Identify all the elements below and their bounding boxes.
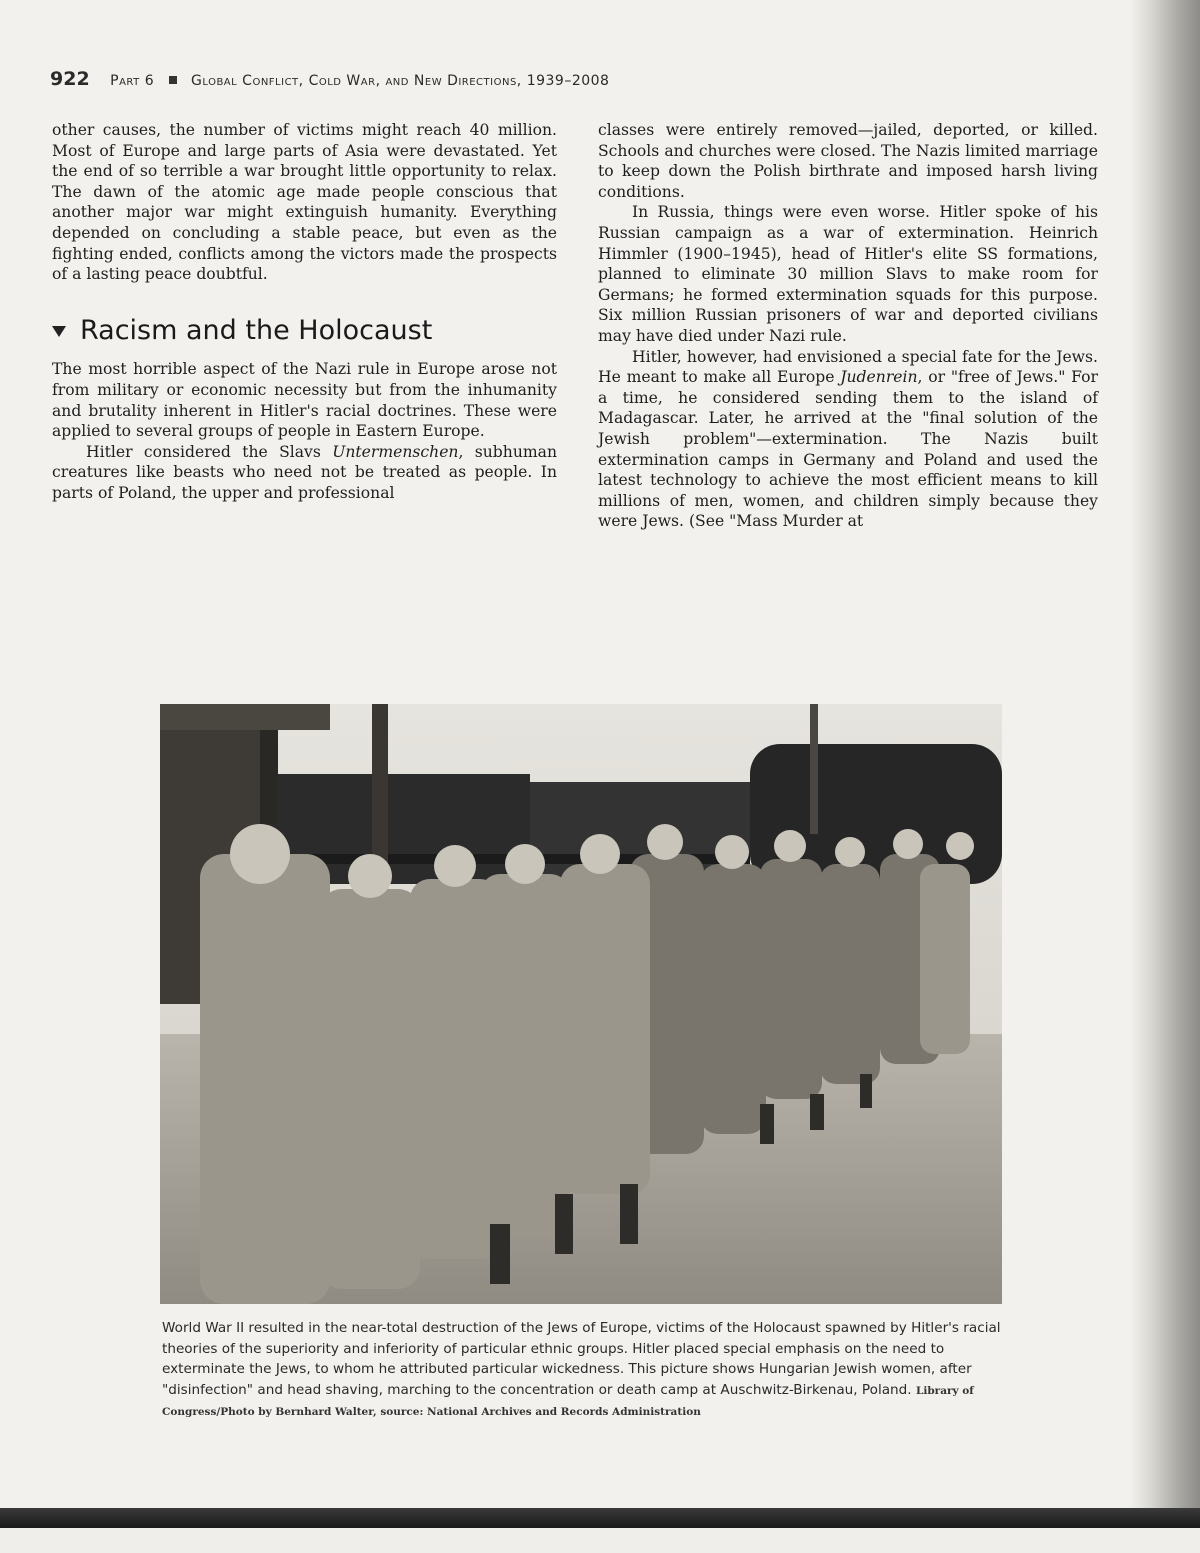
- text-run: , or "free of Jews." For a time, he considered sending them to the island of Madagascar. Later, he arrived at the "final solution of the Jewish problem"—extermination. The Nazis built extermination camps in Germany and Poland and used the latest technology to achieve the most efficient means to kill millions of men, women, and children simply because they were Jews. (See "Mass Murder at: [598, 368, 1098, 531]
- right-column: [598, 120, 1098, 532]
- text-run: , subhuman creatures like beasts who need not be treated as people. In parts of Poland, the upper and professional: [52, 442, 558, 502]
- left-column: [52, 120, 557, 504]
- paragraph: [52, 442, 557, 504]
- italic-term: Judenrein: [840, 368, 918, 387]
- caption-text: World War II resulted in the near-total destruction of the Jews of Europe, victims of the Holocaust spawned by Hitler's racial theories of the superiority and inferiority of particular ethnic groups. Hitler placed special emphasis on the need to exterminate the Jews, to whom he attributed particular wickedness. This picture shows Hungarian Jewish women, after "disinfection" and head shaving, marching to the concentration or death camp at Auschwitz-Birkenau, Poland.: [162, 1320, 1001, 1398]
- section-heading: [52, 314, 557, 346]
- paragraph: other causes, the number of victims might reach 40 million. Most of Europe and large parts of Asia were devastated. Yet the end of so terrible a war brought little opportunity to relax. The dawn of the atomic age made people conscious that another major war might extinguish humanity. Everything depended on concluding a stable peace, but even as the fighting ended, conflicts among the victors made the prospects of a lasting peace doubtful.: [52, 121, 557, 284]
- scan-margin: [0, 1528, 1200, 1553]
- triangle-bullet-icon: [52, 326, 66, 337]
- paragraph: The most horrible aspect of the Nazi rule in Europe arose not from military or economic necessity but from the inhumanity and brutality inherent in Hitler's racial doctrines. These were applied to several groups of people in Eastern Europe.: [52, 360, 557, 441]
- paragraph: classes were entirely removed—jailed, deported, or killed. Schools and churches were closed. The Nazis limited marriage to keep down the Polish birthrate and imposed harsh living conditions.: [598, 121, 1098, 201]
- photo-illustration: [160, 704, 1002, 1304]
- text-run: Hitler, however, had envisioned a special fate for the Jews. He meant to make all Europe: [598, 347, 1098, 387]
- historical-photo: [160, 704, 1002, 1304]
- paragraph: [598, 347, 1098, 532]
- text-run: Hitler considered the Slavs: [86, 442, 333, 461]
- photo-caption: [162, 1318, 1022, 1423]
- page-number: 922: [50, 68, 90, 90]
- section-title: Global Conflict, Cold War, and New Directions, 1939–2008: [191, 73, 610, 89]
- part-label: Part 6: [110, 73, 155, 89]
- section-heading-text: Racism and the Holocaust: [80, 314, 433, 346]
- photo-credit: Library of Congress/Photo by Bernhard Walter, source: National Archives and Records Administration: [162, 1384, 974, 1418]
- square-bullet-icon: [169, 76, 177, 84]
- scan-edge-band: [0, 1508, 1200, 1528]
- running-head: [50, 68, 950, 90]
- paragraph: In Russia, things were even worse. Hitler spoke of his Russian campaign as a war of extermination. Heinrich Himmler (1900–1945), head of Hitler's elite SS formations, planned to eliminate 30 million Slavs to make room for Germans; he formed extermination squads for this purpose. Six million Russian prisoners of war and deported civilians may have died under Nazi rule.: [598, 203, 1098, 345]
- italic-term: Untermenschen: [332, 442, 459, 461]
- book-spine-shadow: [1130, 0, 1200, 1553]
